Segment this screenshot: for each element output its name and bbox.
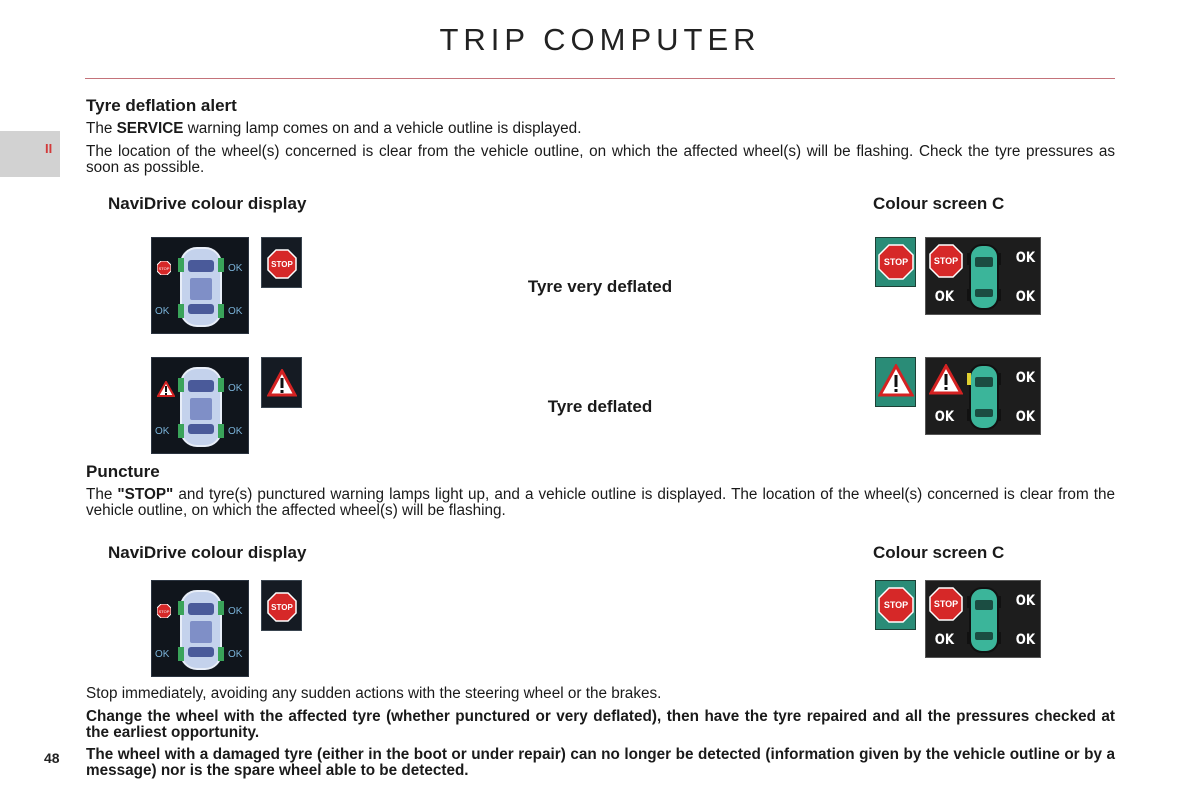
ok-rear-right: OK bbox=[228, 426, 243, 437]
ok-front-right: OK bbox=[1015, 370, 1036, 386]
colour-screen-very-deflated bbox=[925, 237, 1041, 315]
colour-screen-warning-badge bbox=[875, 357, 916, 407]
ok-front-right: OK bbox=[228, 383, 243, 394]
car-outline-icon bbox=[967, 361, 1001, 433]
ok-rear-right: OK bbox=[1015, 289, 1036, 305]
ok-front-right: OK bbox=[1015, 593, 1036, 609]
stop-sign-icon bbox=[157, 261, 171, 275]
navidrive-screen-puncture bbox=[151, 580, 249, 677]
ok-rear-left: OK bbox=[155, 306, 170, 317]
stop-sign-icon bbox=[929, 244, 963, 278]
puncture-text: The "STOP" and tyre(s) punctured warning lamps light up, and a vehicle outline is displayed. The location of the wheel(s) concerned is clear from the vehicle outline, on which the affected wheel(s) will be flashing. bbox=[86, 486, 1116, 519]
ok-rear-right: OK bbox=[1015, 632, 1036, 648]
chapter-number: II bbox=[45, 141, 53, 156]
svg-text:STOP: STOP bbox=[933, 599, 959, 609]
warning-triangle-icon bbox=[929, 364, 963, 396]
svg-text:STOP: STOP bbox=[883, 600, 909, 610]
ok-rear-left: OK bbox=[934, 289, 955, 305]
navidrive-screen-very-deflated bbox=[151, 237, 249, 334]
page-title: TRIP COMPUTER bbox=[439, 22, 761, 57]
colour-screen-stop-badge bbox=[875, 237, 916, 287]
damaged-tyre-text: The wheel with a damaged tyre (either in the boot or under repair) can no longer be detected (information given by the vehicle outline or by a message) nor is the spare wheel able to be detected. bbox=[86, 746, 1115, 779]
car-outline-icon bbox=[178, 364, 224, 450]
label-tyre-very-deflated: Tyre very deflated bbox=[527, 277, 673, 296]
car-outline-icon bbox=[967, 584, 1001, 656]
section-heading-tyre-deflation: Tyre deflation alert bbox=[86, 96, 237, 115]
car-outline-icon bbox=[178, 587, 224, 673]
change-wheel-text: Change the wheel with the affected tyre (whether punctured or very deflated), then have the tyre repaired and all the pressures checked at the earliest opportunity. bbox=[86, 708, 1115, 741]
stop-sign-icon bbox=[878, 587, 914, 623]
navidrive-screen-deflated bbox=[151, 357, 249, 454]
car-outline-icon bbox=[967, 241, 1001, 313]
svg-text:STOP: STOP bbox=[271, 260, 293, 269]
ok-rear-right: OK bbox=[228, 306, 243, 317]
warning-triangle-icon bbox=[878, 364, 914, 398]
colour-screen-puncture bbox=[925, 580, 1041, 658]
navidrive-stop-badge bbox=[261, 237, 302, 288]
navidrive-stop-badge bbox=[261, 580, 302, 631]
colour-screen-heading: Colour screen C bbox=[873, 543, 1005, 562]
navidrive-warning-badge bbox=[261, 357, 302, 408]
page-number: 48 bbox=[44, 750, 60, 766]
colour-screen-deflated bbox=[925, 357, 1041, 435]
section-heading-puncture: Puncture bbox=[86, 462, 160, 481]
ok-rear-left: OK bbox=[155, 426, 170, 437]
colour-screen-stop-badge bbox=[875, 580, 916, 630]
colour-screen-heading: Colour screen C bbox=[873, 194, 1005, 213]
navidrive-heading: NaviDrive colour display bbox=[108, 543, 307, 562]
ok-rear-left: OK bbox=[934, 632, 955, 648]
stop-sign-icon bbox=[157, 604, 171, 618]
stop-immediately-text: Stop immediately, avoiding any sudden actions with the steering wheel or the brakes. bbox=[86, 685, 662, 702]
ok-rear-left: OK bbox=[155, 649, 170, 660]
label-tyre-deflated: Tyre deflated bbox=[547, 397, 653, 416]
stop-sign-icon bbox=[267, 249, 297, 279]
svg-text:STOP: STOP bbox=[271, 603, 293, 612]
title-divider bbox=[85, 78, 1115, 79]
svg-text:STOP: STOP bbox=[883, 257, 909, 267]
service-lamp-text: The SERVICE warning lamp comes on and a vehicle outline is displayed. bbox=[86, 120, 582, 137]
stop-sign-icon bbox=[267, 592, 297, 622]
ok-rear-right: OK bbox=[228, 649, 243, 660]
ok-front-right: OK bbox=[1015, 250, 1036, 266]
location-text: The location of the wheel(s) concerned is clear from the vehicle outline, on which the affected wheel(s) will be flashing. Check the tyre pressures as soon as possible. bbox=[86, 143, 1115, 176]
svg-text:STOP: STOP bbox=[158, 609, 170, 614]
warning-triangle-icon bbox=[267, 369, 297, 397]
ok-front-right: OK bbox=[228, 263, 243, 274]
svg-text:STOP: STOP bbox=[933, 256, 959, 266]
chapter-tab bbox=[0, 131, 60, 177]
car-outline-icon bbox=[178, 244, 224, 330]
stop-sign-icon bbox=[878, 244, 914, 280]
ok-front-right: OK bbox=[228, 606, 243, 617]
warning-triangle-icon bbox=[157, 381, 175, 397]
svg-text:STOP: STOP bbox=[158, 266, 170, 271]
ok-rear-left: OK bbox=[934, 409, 955, 425]
ok-rear-right: OK bbox=[1015, 409, 1036, 425]
stop-sign-icon bbox=[929, 587, 963, 621]
navidrive-heading: NaviDrive colour display bbox=[108, 194, 307, 213]
